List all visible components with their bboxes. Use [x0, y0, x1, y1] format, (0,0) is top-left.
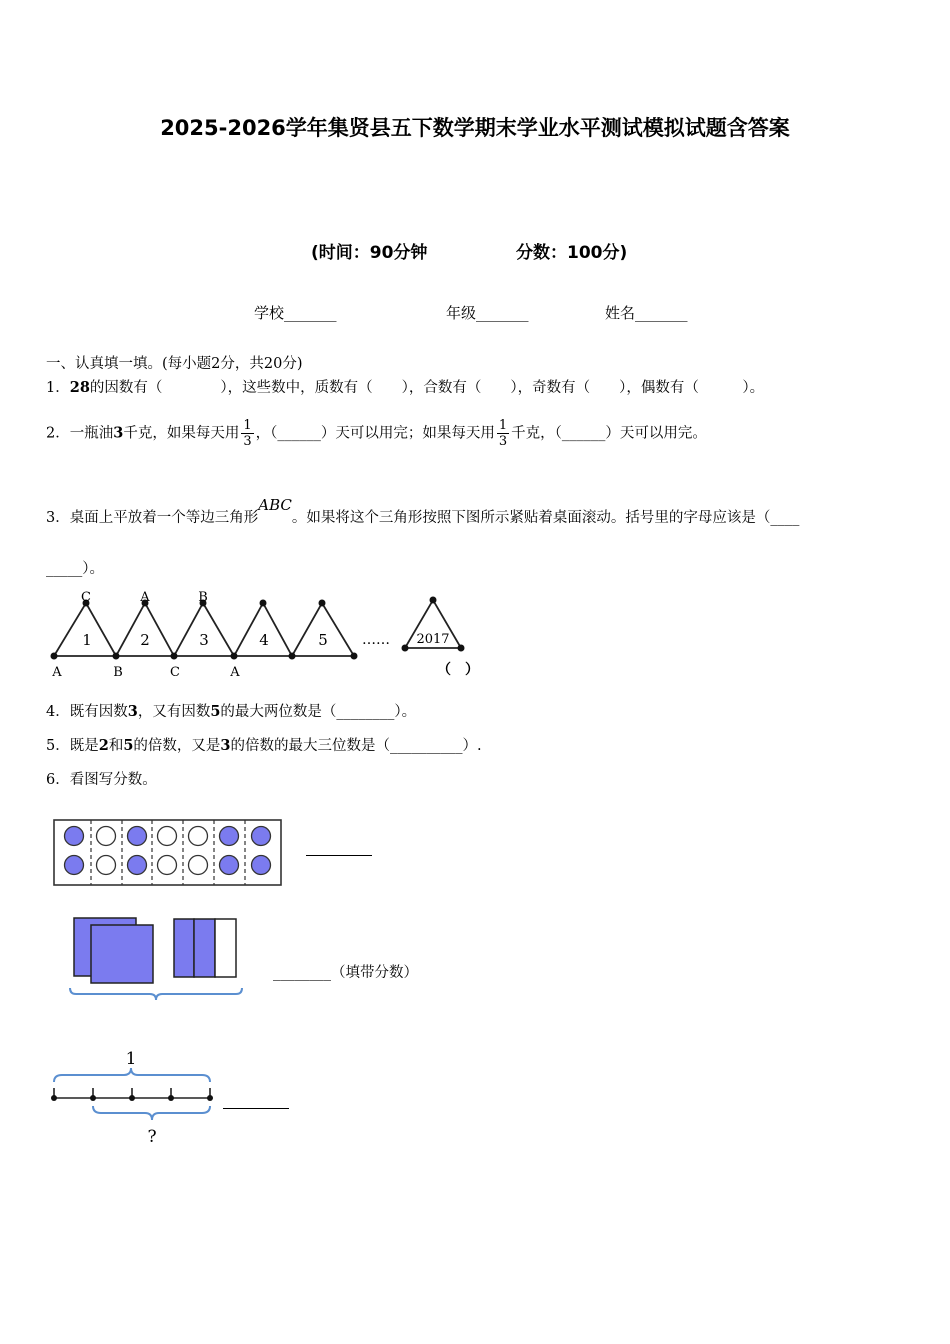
q1-bold: 28 — [69, 379, 90, 396]
empty-circle — [189, 827, 208, 846]
question-6 — [46, 768, 157, 789]
q5-text-4: 的倍数的最大三位数是（__________）. — [230, 738, 482, 754]
page-title: 2025-2026学年集贤县五下数学期末学业水平测试模拟试题含答案 — [160, 116, 790, 140]
triangle-number: 1 — [82, 631, 92, 649]
vertex-dot — [289, 653, 296, 660]
rolling-triangles-figure — [40, 588, 500, 683]
q5-bold-3: 3 — [220, 737, 231, 754]
triangle-number: 5 — [318, 631, 328, 649]
vertex-dot — [458, 645, 465, 652]
answer-line-1[interactable] — [306, 855, 372, 856]
filled-circle — [65, 827, 84, 846]
ellipsis: …… — [362, 632, 390, 648]
exam-score: 分数：100分) — [516, 243, 628, 263]
bar-part-filled — [174, 919, 194, 977]
empty-circle — [97, 827, 116, 846]
triangle-number: 4 — [259, 631, 269, 649]
name-field: 姓名_______ — [605, 304, 688, 322]
q3-line-2: _____）。 — [46, 561, 104, 577]
circles-grid-figure — [52, 818, 284, 888]
filled-circle — [252, 827, 271, 846]
bottom-label: B — [113, 665, 123, 680]
q4-text-1: 既有因数 — [69, 704, 128, 720]
grade-field: 年级_______ — [446, 304, 529, 322]
vertex-dot — [351, 653, 358, 660]
vertex-dot — [171, 653, 178, 660]
exam-time: (时间：90分钟 — [311, 243, 428, 263]
q1-number: 1． — [46, 380, 70, 396]
fig2-note: ________（填带分数） — [273, 965, 418, 981]
point — [90, 1095, 96, 1101]
q5-bold-2: 5 — [123, 737, 134, 754]
point — [51, 1095, 57, 1101]
answer-paren: （ ） — [437, 662, 479, 678]
question-5 — [46, 734, 482, 755]
q2-bold-1: 3 — [113, 424, 124, 442]
filled-circle — [128, 856, 147, 875]
brace — [70, 988, 242, 1000]
filled-circle — [220, 827, 239, 846]
vertex-dot — [319, 600, 326, 607]
school-field: 学校_______ — [254, 304, 337, 322]
q6-number: 6． — [46, 772, 70, 788]
question-2 — [46, 418, 707, 449]
empty-circle — [97, 856, 116, 875]
bottom-label: A — [52, 665, 62, 680]
point — [168, 1095, 174, 1101]
q1-text: 的因数有（ ），这些数中，质数有（ ），合数有（ ），奇数有（ ），偶数有（ ）。 — [89, 380, 765, 396]
q2-fraction-2: $\frac{1}{3}$ — [498, 418, 508, 449]
triangle-number: 2 — [140, 631, 150, 649]
vertex-dot — [51, 653, 58, 660]
q3-number: 3． — [46, 510, 70, 526]
q4-text-2: ，又有因数 — [137, 704, 211, 720]
q2-text-1: 一瓶油 — [69, 425, 114, 442]
top-label: B — [198, 590, 208, 605]
filled-circle — [65, 856, 84, 875]
label-one: 1 — [125, 1049, 137, 1069]
q5-number: 5． — [46, 738, 70, 754]
bottom-label: C — [170, 665, 180, 680]
bar-part-empty — [215, 919, 236, 977]
q5-text-2: 和 — [108, 738, 124, 754]
question-4 — [46, 700, 416, 721]
q4-bold-1: 3 — [127, 703, 138, 720]
brace-bottom — [93, 1106, 210, 1120]
vertex-dot — [113, 653, 120, 660]
triangle-number: 3 — [199, 631, 209, 649]
q4-bold-2: 5 — [210, 703, 221, 720]
point — [207, 1095, 213, 1101]
vertex-dot — [231, 653, 238, 660]
q6-text: 看图写分数。 — [69, 772, 157, 788]
triangle-2017-label: 2017 — [416, 632, 450, 647]
q2-text-4: 千克，（______）天可以用完。 — [511, 425, 707, 442]
q2-text-3: ，（______）天可以用完；如果每天用 — [255, 425, 495, 442]
q3-text-1: 桌面上平放着一个等边三角形 — [69, 510, 259, 526]
answer-line-3[interactable] — [223, 1108, 289, 1109]
bottom-label: A — [230, 665, 240, 680]
q3-text-2: 。如果将这个三角形按照下图所示紧贴着桌面滚动。括号里的字母应该是（____ — [291, 510, 800, 526]
question-1 — [46, 376, 764, 397]
empty-circle — [158, 856, 177, 875]
q2-text-2: 千克，如果每天用 — [123, 425, 240, 442]
vertex-dot — [260, 600, 267, 607]
brace-top — [54, 1068, 210, 1082]
section-heading: 一、认真填一填。(每小题2分，共20分) — [46, 356, 303, 372]
filled-circle — [128, 827, 147, 846]
empty-circle — [189, 856, 208, 875]
number-line-figure — [46, 1042, 296, 1154]
q4-number: 4． — [46, 704, 70, 720]
filled-circle — [252, 856, 271, 875]
q2-number: 2． — [46, 425, 70, 442]
vertex-dot — [402, 645, 409, 652]
q2-fraction-1: $\frac{1}{3}$ — [243, 418, 252, 449]
q3-triangle-abc: ABC — [258, 496, 292, 514]
q5-text-1: 既是 — [69, 738, 99, 754]
full-square-front — [91, 925, 153, 983]
label-question: ? — [147, 1127, 157, 1147]
point — [129, 1095, 135, 1101]
top-label: A — [140, 590, 150, 605]
top-label: C — [81, 590, 91, 605]
empty-circle — [158, 827, 177, 846]
bar-part-filled — [194, 919, 215, 977]
vertex-dot — [430, 597, 437, 604]
q5-bold-1: 2 — [98, 737, 109, 754]
filled-circle — [220, 856, 239, 875]
question-3 — [46, 496, 800, 527]
q4-text-3: 的最大两位数是（________）。 — [220, 704, 417, 720]
squares-figure — [64, 912, 254, 1004]
q5-text-3: 的倍数，又是 — [133, 738, 221, 754]
